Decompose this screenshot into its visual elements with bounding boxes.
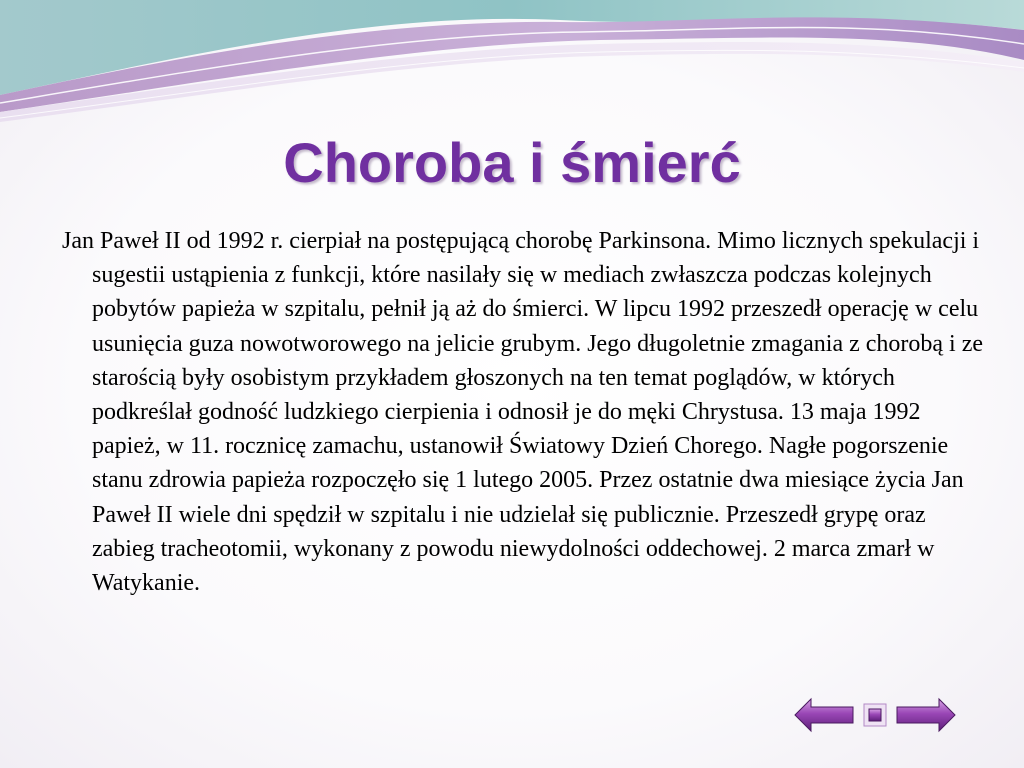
next-slide-button[interactable] [895,697,957,733]
decorative-wave-header [0,0,1024,130]
arrow-left-icon [795,699,853,731]
square-dot-icon [864,704,886,726]
home-slide-button[interactable] [862,702,888,728]
slide-body-text: Jan Paweł II od 1992 r. cierpiał na postępującą chorobę Parkinsona. Mimo licznych spekulacji i sugestii ustąpienia z funkcji, które nasilały się w mediach zwłaszcza podczas kolejnych pobytów papieża w szpitalu, pełnił ją aż do śmierci. W lipcu 1992 przeszedł operację w celu usunięcia guza nowotworowego na jelicie grubym. Jego długoletnie zmagania z chorobą i ze starością były osobistym przykładem głoszonych na ten temat poglądów, w których podkreślał godność ludzkiego cierpienia i odnosił je do męki Chrystusa. 13 maja 1992 papież, w 11. rocznicę zamachu, ustanowił Światowy Dzień Chorego. Nagłe pogorszenie stanu zdrowia papieża rozpoczęło się 1 lutego 2005. Przez ostatnie dwa miesiące życia Jan Paweł II wiele dni spędził w szpitalu i nie udzielał się publicznie. Przeszedł grypę oraz zabieg tracheotomii, wykonany z powodu niewydolności oddechowej. 2 marca zmarł w Watykanie. [62,228,984,597]
slide-title: Choroba i śmierć [283,131,741,194]
arrow-right-icon [897,699,955,731]
prev-slide-button[interactable] [793,697,855,733]
